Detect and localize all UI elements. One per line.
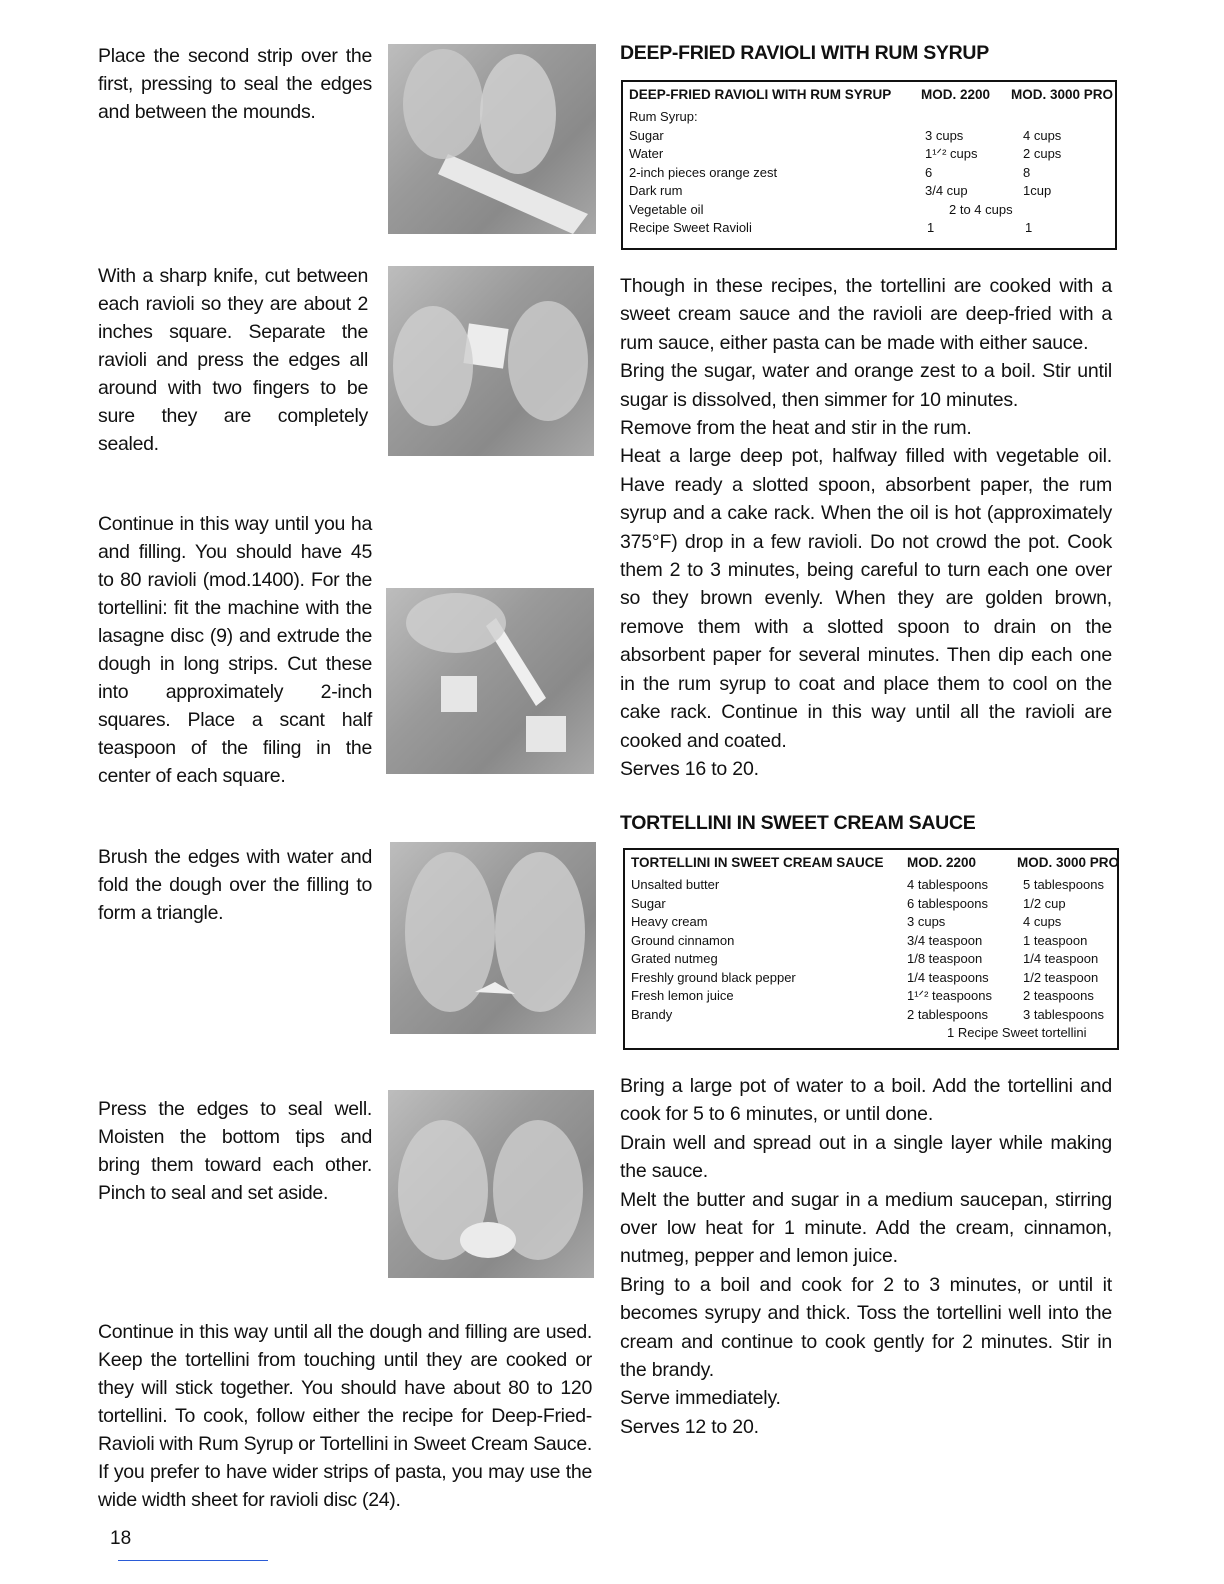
table-row xyxy=(629,182,1109,201)
table-footer xyxy=(631,1024,1111,1043)
recipe2-paragraph: Drain well and spread out in a single layer while making the sauce. xyxy=(620,1131,1112,1183)
recipe2-title: TORTELLINI IN SWEET CREAM SAUCE xyxy=(620,812,976,834)
divider xyxy=(118,1560,268,1561)
recipe2-ingredients-table xyxy=(623,848,1119,1050)
step-5-text: Press the edges to seal well. Moisten the bottom tips and bring them toward each other. Pinch to seal and set aside. xyxy=(98,1098,372,1204)
qty-mod2200: 1/8 teaspoon xyxy=(907,951,983,966)
table-row xyxy=(631,987,1111,1006)
subheading-label: Rum Syrup: xyxy=(629,109,698,124)
qty-mod2200: 6 xyxy=(925,164,933,180)
table-row xyxy=(631,950,1111,969)
final-paragraph: Continue in this way until all the dough and filling are used. Keep the tortellini from touching until they are cooked or they will stick together. You should have about 80 to 120 tortellini. To cook, follow either the recipe for Deep-Fried-Ravioli with Rum Syrup or Tortellini in Sweet Cream Sauce. If you prefer to have wider strips of pasta, you may use the wide width sheet for ravioli disc (24). xyxy=(98,1321,592,1511)
ingredient: Recipe Sweet Ravioli xyxy=(629,220,752,235)
qty-mod2200: 3/4 cup xyxy=(925,183,968,198)
footer-note: 1 Recipe Sweet tortellini xyxy=(947,1025,1087,1040)
table-subheading xyxy=(629,108,1109,127)
recipe2-method xyxy=(620,1072,1112,1441)
qty-both-models: 2 to 4 cups xyxy=(949,201,1013,217)
table-row xyxy=(629,127,1109,146)
ingredient: Ground cinnamon xyxy=(631,932,735,948)
table-row xyxy=(629,145,1109,164)
qty-mod2200: 1 xyxy=(927,220,935,235)
table-row xyxy=(631,876,1111,895)
qty-mod3000: 4 cups xyxy=(1023,914,1062,929)
step-3-photo xyxy=(386,588,594,774)
step-1-photo xyxy=(388,44,596,234)
recipe1-ingredients-table xyxy=(621,80,1117,250)
qty-mod2200: 6 tablespoons xyxy=(907,895,988,911)
qty-mod3000: 2 cups xyxy=(1023,146,1062,161)
qty-mod2200: 1¹ᐟ² teaspoons xyxy=(907,988,992,1003)
table-row xyxy=(631,932,1111,951)
recipe1-paragraph: Heat a large deep pot, halfway filled with vegetable oil. Have ready a slotted spoon, absorbent paper, the rum syrup and a cake rack. When the oil is hot (approximately 375°F) drop in a few ravioli. Do not crowd the pot. Cook them 2 to 3 minutes, being careful to turn each one over so they brown evenly. When they are golden brown, remove them with a slotted spoon to drain on the absorbent paper for several minutes. Then dip each one in the rum syrup to coat and place them to cool on the cake rack. Continue in this way until all the ravioli are cooked and coated. xyxy=(620,445,1112,752)
qty-mod3000: 1 teaspoon xyxy=(1023,932,1088,948)
table-row xyxy=(629,201,1109,220)
qty-mod2200: 4 tablespoons xyxy=(907,877,988,892)
table-header-mod2200: MOD. 2200 xyxy=(907,855,977,870)
ingredient: Sugar xyxy=(629,127,664,143)
step-5-photo xyxy=(388,1090,594,1278)
table-header-mod2200: MOD. 2200 xyxy=(921,87,991,102)
qty-mod3000: 3 tablespoons xyxy=(1023,1006,1104,1022)
recipe1-paragraph: Remove from the heat and stir in the rum. xyxy=(620,417,972,440)
qty-mod2200: 3 cups xyxy=(907,914,946,929)
ingredient: Grated nutmeg xyxy=(631,951,718,966)
recipe2-serves: Serves 12 to 20. xyxy=(620,1415,759,1438)
step-2-photo xyxy=(388,266,594,456)
qty-mod3000: 1cup xyxy=(1023,183,1052,198)
recipe1-paragraph: Though in these recipes, the tortellini are cooked with a sweet cream sauce and the ravioli are deep-fried with a rum sauce, either pasta can be made with either sauce. xyxy=(620,275,1112,354)
table-header-recipe: TORTELLINI IN SWEET CREAM SAUCE xyxy=(631,855,884,870)
step-2-text: With a sharp knife, cut between each ravioli so they are about 2 inches square. Separate the ravioli and press the edges all around with two fingers to be sure they are completely sealed. xyxy=(98,265,368,455)
recipe1-method xyxy=(620,272,1112,783)
step-4-text: Brush the edges with water and fold the dough over the filling to form a triangle. xyxy=(98,846,372,924)
table-row xyxy=(631,1006,1111,1025)
recipe2-paragraph: Serve immediately. xyxy=(620,1387,781,1410)
table-header-mod3000: MOD. 3000 PRO xyxy=(1017,855,1120,870)
ingredient: Brandy xyxy=(631,1006,673,1022)
qty-mod3000: 4 cups xyxy=(1023,127,1062,143)
qty-mod2200: 2 tablespoons xyxy=(907,1006,988,1022)
table-row xyxy=(629,164,1109,183)
step-4-photo xyxy=(390,842,596,1034)
qty-mod3000: 2 teaspoons xyxy=(1023,988,1094,1003)
recipe1-title: DEEP-FRIED RAVIOLI WITH RUM SYRUP xyxy=(620,42,989,64)
qty-mod2200: 3/4 teaspoon xyxy=(907,932,983,948)
qty-mod2200: 3 cups xyxy=(925,127,964,143)
page-number: 18 xyxy=(110,1528,132,1549)
ingredient: 2-inch pieces orange zest xyxy=(629,164,778,180)
ingredient: Dark rum xyxy=(629,183,683,198)
ingredient: Vegetable oil xyxy=(629,201,704,217)
table-header xyxy=(631,854,1120,876)
ingredient: Fresh lemon juice xyxy=(631,988,734,1003)
ingredient: Sugar xyxy=(631,895,666,911)
step-3-text: Continue in this way until you ha and filling. You should have 45 to 80 ravioli (mod.1400). For the tortellini: fit the machine with the lasagne disc (9) and extrude the dough in long strips. Cut these into approximately 2-inch squares. Place a scant half teaspoon of the filing in the center of each square. xyxy=(98,513,372,787)
recipe2-paragraph: Melt the butter and sugar in a medium saucepan, stirring over low heat for 1 minute. Add the cream, cinnamon, nutmeg, pepper and lemon juice. xyxy=(620,1188,1112,1268)
table-row xyxy=(631,913,1111,932)
table-row xyxy=(629,219,1109,238)
ingredient: Water xyxy=(629,146,664,161)
qty-mod3000: 1/4 teaspoon xyxy=(1023,951,1099,966)
qty-mod3000: 1 xyxy=(1025,220,1033,235)
table-header-recipe: DEEP-FRIED RAVIOLI WITH RUM SYRUP xyxy=(629,87,892,102)
qty-mod2200: 1¹ᐟ² cups xyxy=(925,146,978,161)
qty-mod3000: 1/2 teaspoon xyxy=(1023,969,1099,985)
recipe2-paragraph: Bring a large pot of water to a boil. Add the tortellini and cook for 5 to 6 minutes, or until done. xyxy=(620,1075,1112,1126)
qty-mod3000: 1/2 cup xyxy=(1023,895,1066,911)
step-1-text: Place the second strip over the first, pressing to seal the edges and between the mounds. xyxy=(98,45,372,123)
table-row xyxy=(631,969,1111,988)
ingredient: Heavy cream xyxy=(631,914,708,929)
recipe1-serves: Serves 16 to 20. xyxy=(620,757,759,780)
ingredient: Unsalted butter xyxy=(631,877,720,892)
recipe2-paragraph: Bring to a boil and cook for 2 to 3 minutes, or until it becomes syrupy and thick. Toss the tortellini well into the cream and continue to cook gently for 2 minutes. Stir in the brandy. xyxy=(620,1273,1112,1382)
recipe1-paragraph: Bring the sugar, water and orange zest to a boil. Stir until sugar is dissolved, then simmer for 10 minutes. xyxy=(620,360,1112,411)
table-header xyxy=(629,86,1114,108)
qty-mod3000: 5 tablespoons xyxy=(1023,877,1104,892)
table-row xyxy=(631,895,1111,914)
qty-mod2200: 1/4 teaspoons xyxy=(907,969,989,985)
qty-mod3000: 8 xyxy=(1023,164,1031,180)
ingredient: Freshly ground black pepper xyxy=(631,969,796,985)
table-header-mod3000: MOD. 3000 PRO xyxy=(1011,87,1114,102)
